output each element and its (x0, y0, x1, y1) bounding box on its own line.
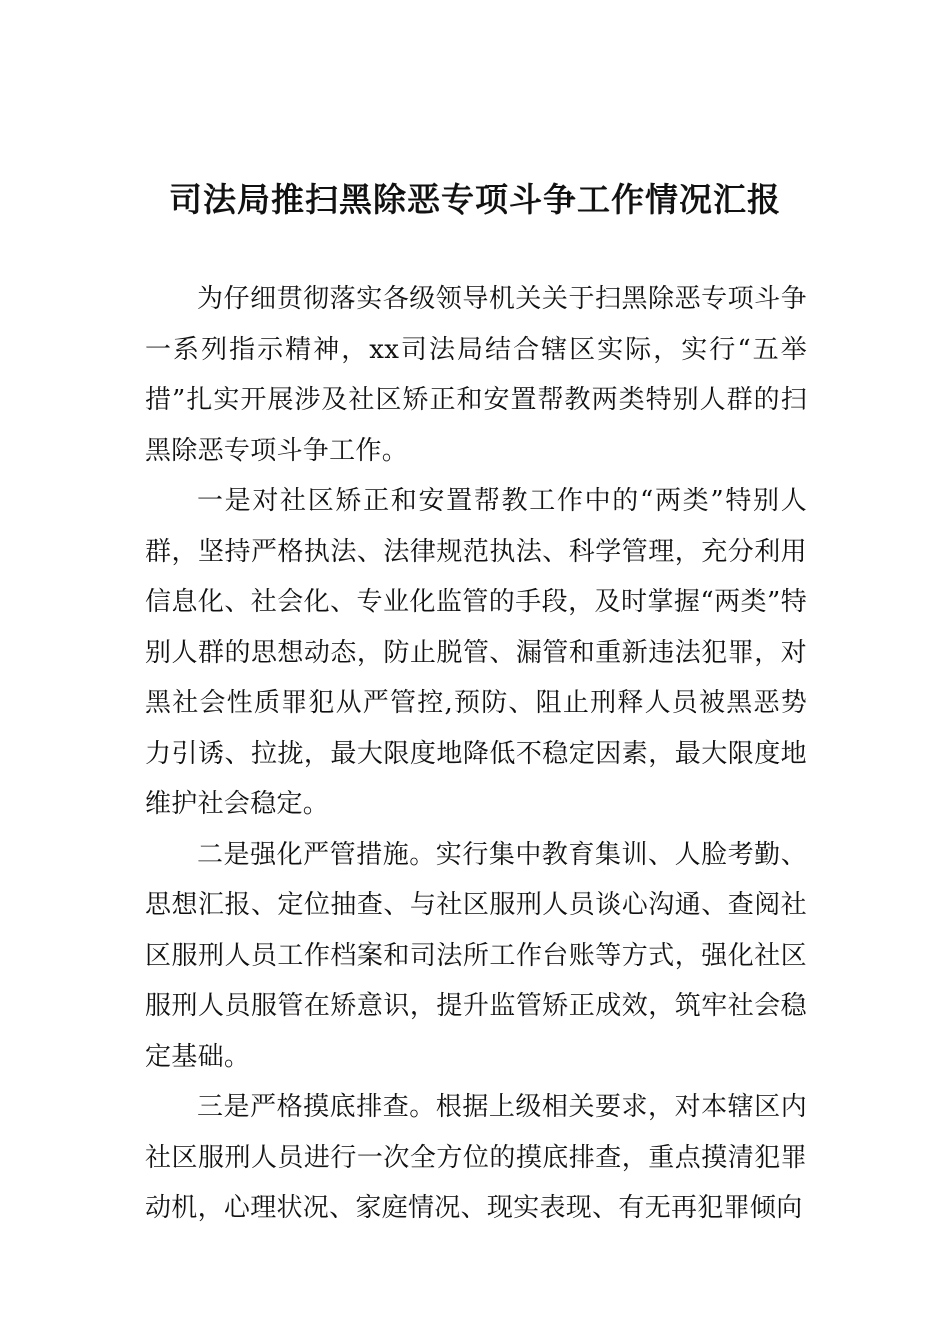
paragraph-measure-two: 二是强化严管措施。实行集中教育集训、人脸考勤、思想汇报、定位抽查、与社区服刑人员谈心沟通、查阅社区服刑人员工作档案和司法所工作台账等方式，强化社区服刑人员服管在矫意识，提升监管矫正成效，筑牢社会稳定基础。 (145, 839, 807, 1072)
document-title: 司法局推扫黑除恶专项斗争工作情况汇报 (169, 180, 781, 219)
paragraph-intro: 为仔细贯彻落实各级领导机关关于扫黑除恶专项斗争一系列指示精神，xx司法局结合辖区实际，实行“五举措”扎实开展涉及社区矫正和安置帮教两类特别人群的扫黑除恶专项斗争工作。 (145, 284, 807, 466)
document-body (145, 274, 807, 1234)
paragraph-measure-one: 一是对社区矫正和安置帮教工作中的“两类”特别人群，坚持严格执法、法律规范执法、科学管理，充分利用信息化、社会化、专业化监管的手段，及时掌握“两类”特别人群的思想动态，防止脱管、漏管和重新违法犯罪，对黑社会性质罪犯从严管控,预防、阻止刑释人员被黑恶势力引诱、拉拢，最大限度地降低不稳定因素，最大限度地维护社会稳定。 (145, 486, 807, 819)
paragraph-measure-three: 三是严格摸底排查。根据上级相关要求，对本辖区内社区服刑人员进行一次全方位的摸底排查，重点摸清犯罪动机，心理状况、家庭情况、现实表现、有无再犯罪倾向 (145, 1092, 807, 1223)
